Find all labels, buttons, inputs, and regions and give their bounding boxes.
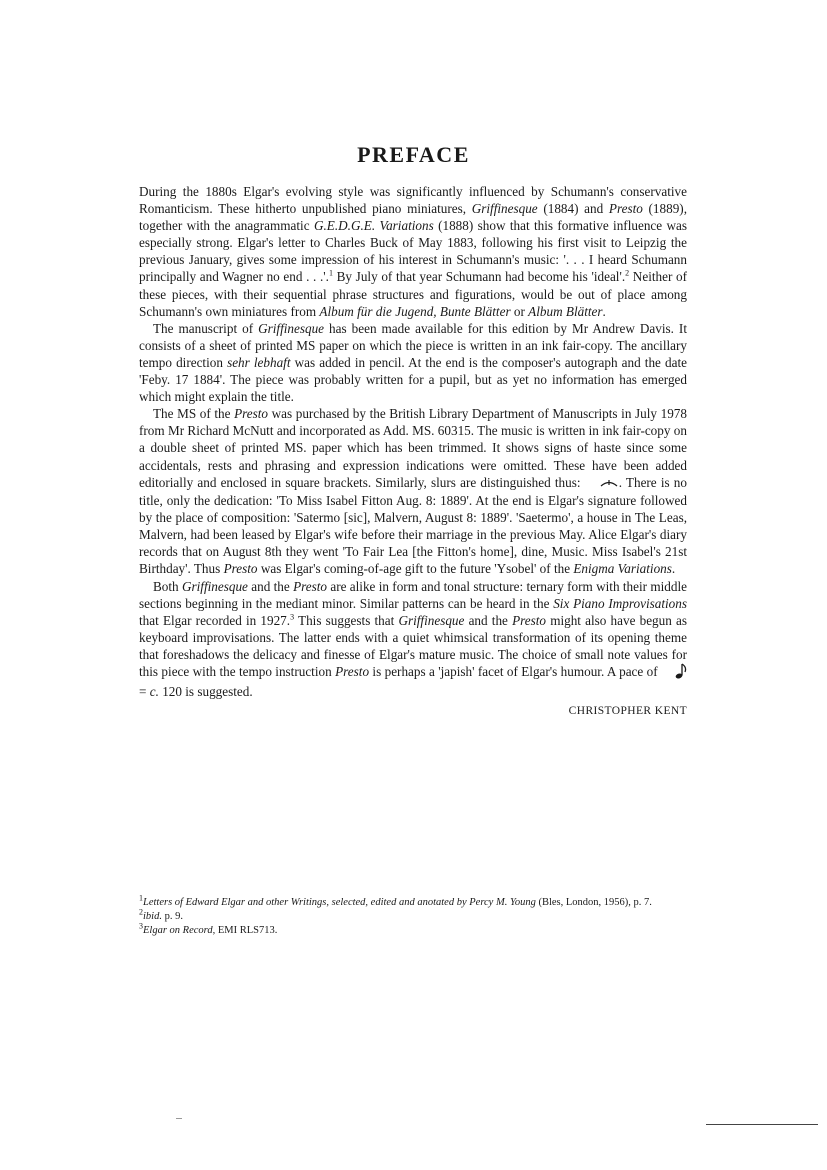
text-run: The manuscript of [153, 320, 259, 336]
footnote-ref: 2 [625, 269, 630, 279]
italic-text: Letters of Edward Elgar and other Writings, selected, edited and anotated by Percy M. Young [143, 897, 536, 908]
italic-text: Griffinesque [258, 320, 325, 336]
italic-text: Album Blätter [528, 303, 603, 319]
text-run: During the 1880s Elgar's evolving style was significantly influenced by Schumann's conservative Romanticism. These hitherto unpublished piano miniatures, [139, 184, 687, 217]
text-run: and the [247, 578, 294, 594]
text-run: (1884) and [537, 201, 609, 217]
paragraph [139, 578, 687, 701]
footnote-ref: 1 [328, 269, 333, 279]
italic-text: Presto [512, 612, 547, 628]
dashed-slur-icon [585, 475, 619, 492]
footnote-ref: 2 [139, 907, 143, 917]
footnote [139, 921, 687, 938]
text-run: are alike in form and tonal structure: ternary form with their middle sections beginning in the mediant minor. Similar patterns can be heard in the [139, 578, 687, 611]
footnote [139, 893, 687, 910]
page-mark [176, 1118, 182, 1119]
text-run: By July of that year Schumann had become his 'ideal'. [332, 269, 626, 285]
text-run: Both [153, 578, 182, 594]
italic-text: c. [149, 684, 159, 700]
text-run: EMI RLS713. [215, 925, 278, 937]
paragraph [139, 320, 687, 405]
text-run: . There is no title, only the dedication: 'To Miss Isabel Fitton Aug. 8: 1889'. At the end is Elgar's signature followed by the place of composition: 'Satermo [sic], Malvern, August 8: 1889'. 'Saetermo', a house in The Leas, Malvern, had been leased by Elgar's wife before their marriage in the previous May. Alice Elgar's diary records that on August 8th they went 'To Fair Lea [the Fitton's home], dine, Music. Miss Isabel's 21st Birthday'. Thus [139, 474, 687, 577]
text-run: . [602, 303, 606, 319]
text-run: The MS of the [153, 406, 235, 422]
italic-text: Elgar on Record, [143, 925, 216, 937]
text-run: was purchased by the British Library Department of Manuscripts in July 1978 from Mr Richard McNutt and incorporated as Add. MS. 60315. The music is written in ink fair-copy on a double sheet of printed MS. paper which has been trimmed. It shows signs of haste since some accidentals, rests and phrasing and expression indications were omitted. These have been added editorially and enclosed in square brackets. Similarly, slurs are distinguished thus: [139, 406, 687, 490]
text-run: = [139, 684, 150, 700]
italic-text: Presto [608, 201, 643, 217]
text-run: . [671, 561, 676, 577]
italic-text: G.E.D.G.E. Variations [313, 218, 434, 234]
author-signature: CHRISTOPHER KENT [568, 705, 687, 718]
italic-text: Presto [223, 561, 258, 577]
text-run: (1888) show that this formative influence was especially strong. Elgar's letter to Charles Buck of May 1883, following his first visit to Leipzig the previous January, gives some impression of his interest in Schumann's music: '. . . I heard Schumann principally and Wagner no end . . .'. [139, 218, 687, 285]
italic-text: ibid. [143, 911, 162, 923]
preface-body [139, 183, 687, 720]
eighth-note-icon [661, 663, 687, 683]
italic-text: Presto [335, 664, 370, 680]
footnote-ref: 3 [290, 612, 295, 622]
page-title: PREFACE [357, 142, 470, 167]
text-run: This suggests that [294, 612, 399, 628]
italic-text: sehr lebhaft [227, 354, 291, 370]
italic-text: Griffinesque [471, 201, 538, 217]
text-run: Neither of these pieces, with their sequential phrase structures and figurations, would be out of place among Schumann's own miniatures from [139, 269, 687, 319]
text-run: (1889), together with the anagrammatic [139, 201, 687, 234]
text-run: that Elgar recorded in 1927. [139, 612, 291, 628]
italic-text: Album für die Jugend, Bunte Blätter [319, 303, 511, 319]
text-run: was added in pencil. At the end is the composer's autograph and the date 'Feby. 17 1884'. The piece was probably written for a pupil, but as yet no information has emerged which might explain the title. [139, 354, 687, 405]
text-run: has been made available for this edition by Mr Andrew Davis. It consists of a sheet of printed MS paper on which the piece is written in an ink fair-copy. The ancillary tempo direction [139, 320, 687, 370]
footnote [139, 907, 687, 924]
footnote-ref: 1 [139, 893, 143, 903]
text-run: p. 9. [161, 911, 183, 923]
footnotes [139, 893, 687, 939]
italic-text: Griffinesque [181, 578, 248, 594]
text-run: (Bles, London, 1956), p. 7. [535, 897, 652, 908]
italic-text: Presto [234, 406, 269, 422]
footnote-ref: 3 [139, 921, 143, 931]
italic-text: Six Piano Improvisations [553, 595, 687, 611]
text-run: might also have begun as keyboard improvisations. The latter ends with a quiet whimsical transformation of its opening theme that foreshadows the delicacy and finesse of Elgar's mature music. The choice of small note values for this piece with the tempo instruction [139, 612, 687, 680]
italic-text: Presto [293, 578, 328, 594]
bottom-rule [706, 1124, 818, 1125]
text-run: is perhaps a 'japish' facet of Elgar's humour. A pace of [369, 664, 661, 680]
paragraph [139, 405, 687, 577]
italic-text: Enigma Variations [573, 561, 672, 577]
paragraph [139, 183, 687, 320]
text-run: 120 is suggested. [158, 684, 253, 700]
text-run: and the [464, 612, 513, 628]
text-run: or [510, 303, 529, 319]
italic-text: Griffinesque [398, 612, 465, 628]
text-run: was Elgar's coming-of-age gift to the future 'Ysobel' of the [257, 561, 574, 577]
